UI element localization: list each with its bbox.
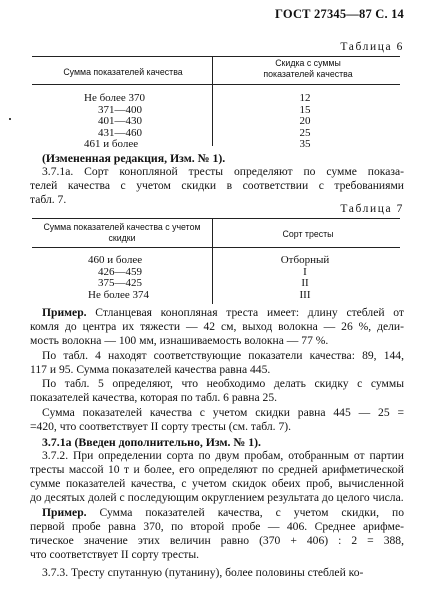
example-1: Пример. Стланцевая конопляная треста имеет: длину стеблей от комля до центра их тяжести — 42 см, выход волокна — 26 %, дели- мость волокна — 100 мм, изнашиваемость волокна — 77 %.	[30, 306, 404, 347]
paragraph-3-7-2: 3.7.2. При определении сорта по двум пробам, отобранным от партии тресты массой 10 т и более, его определяют по средней арифметической сумме показателей качества, с учетом скидок обеих проб, вычисленной до десятых долей с последующим округлением результата до целого числа.	[30, 449, 404, 504]
table6-col1-values	[84, 93, 145, 151]
example-2: Пример. Сумма показателей качества, с учетом скидки, по первой пробе равна 370, по второй пробе — 406. Среднее арифме- тическое значение этих величин равно (370 + 406) : 2 = 388, что соответствует II сорту тресты.	[30, 506, 404, 561]
example-label: Пример.	[42, 306, 87, 319]
table-cell: 460 и более	[88, 254, 143, 266]
paragraph-table4: По табл. 4 находят соответствующие показатели качества: 89, 144, 117 и 95. Сумма показателей качества равна 445.	[30, 349, 404, 376]
table6-caption: Таблица 6	[340, 41, 404, 53]
table-cell: 15	[299, 103, 311, 116]
table6-col1-header: Сумма показателей качества	[63, 67, 183, 77]
table6-column-divider	[212, 56, 213, 146]
paragraph-3-7-1a: 3.7.1а. Сорт конопляной тресты определяют по сумме показа- телей качества с учетом скидки в соответствии с требованиями табл. 7.	[30, 165, 404, 206]
table-cell: III	[299, 288, 311, 301]
table7-top-rule	[32, 218, 400, 219]
margin-mark	[9, 118, 11, 120]
table7-col2-header: Сорт тресты	[282, 229, 334, 239]
table-cell: I	[303, 265, 307, 278]
table-cell: 12	[299, 92, 311, 104]
table-cell: 20	[299, 115, 311, 128]
table-cell: 461 и более	[84, 138, 139, 151]
table-cell: Не более 370	[84, 92, 146, 104]
page-header: ГОСТ 27345—87 С. 14	[275, 7, 404, 21]
table6-top-rule	[32, 56, 400, 57]
table-cell: 375—425	[98, 277, 142, 290]
table-cell: 426—459	[98, 265, 142, 278]
table7-caption: Таблица 7	[340, 203, 404, 215]
paragraph-table5: По табл. 5 определяют, что необходимо делать скидку с суммы показателей качества, которая по табл. 6 равна 25.	[30, 377, 404, 404]
table-cell: 431—460	[98, 126, 142, 139]
table-cell: Не более 374	[88, 288, 150, 301]
table6-col2-header: Скидка с суммы показателей качества	[263, 58, 353, 79]
table7-col2-values	[260, 255, 350, 301]
table7-col1-values	[88, 255, 149, 301]
table-cell: Отборный	[280, 254, 330, 266]
table-cell: 25	[299, 126, 311, 139]
table7-header-rule	[32, 247, 400, 248]
table6-col2-values	[290, 93, 320, 151]
paragraph-3-7-3: 3.7.3. Тресту спутанную (путанину), более половины стеблей ко-	[42, 566, 364, 579]
table7-column-divider	[212, 218, 213, 304]
table6-header-rule	[32, 84, 400, 85]
table-cell: 401—430	[98, 115, 142, 128]
table-cell: 371—400	[98, 103, 142, 116]
paragraph-sum: Сумма показателей качества с учетом скидки равна 445 — 25 = =420, что соответствует II сорту тресты (см. табл. 7).	[30, 406, 404, 433]
table-cell: 35	[299, 138, 311, 151]
amendment-note-1: (Измененная редакция, Изм. № 1).	[42, 151, 226, 165]
table7-col1-header: Сумма показателей качества с учетом скидки	[43, 222, 201, 243]
amendment-note-2: 3.7.1а (Введен дополнительно, Изм. № 1).	[42, 435, 262, 449]
table-cell: II	[301, 277, 309, 290]
example-label: Пример.	[42, 506, 87, 519]
